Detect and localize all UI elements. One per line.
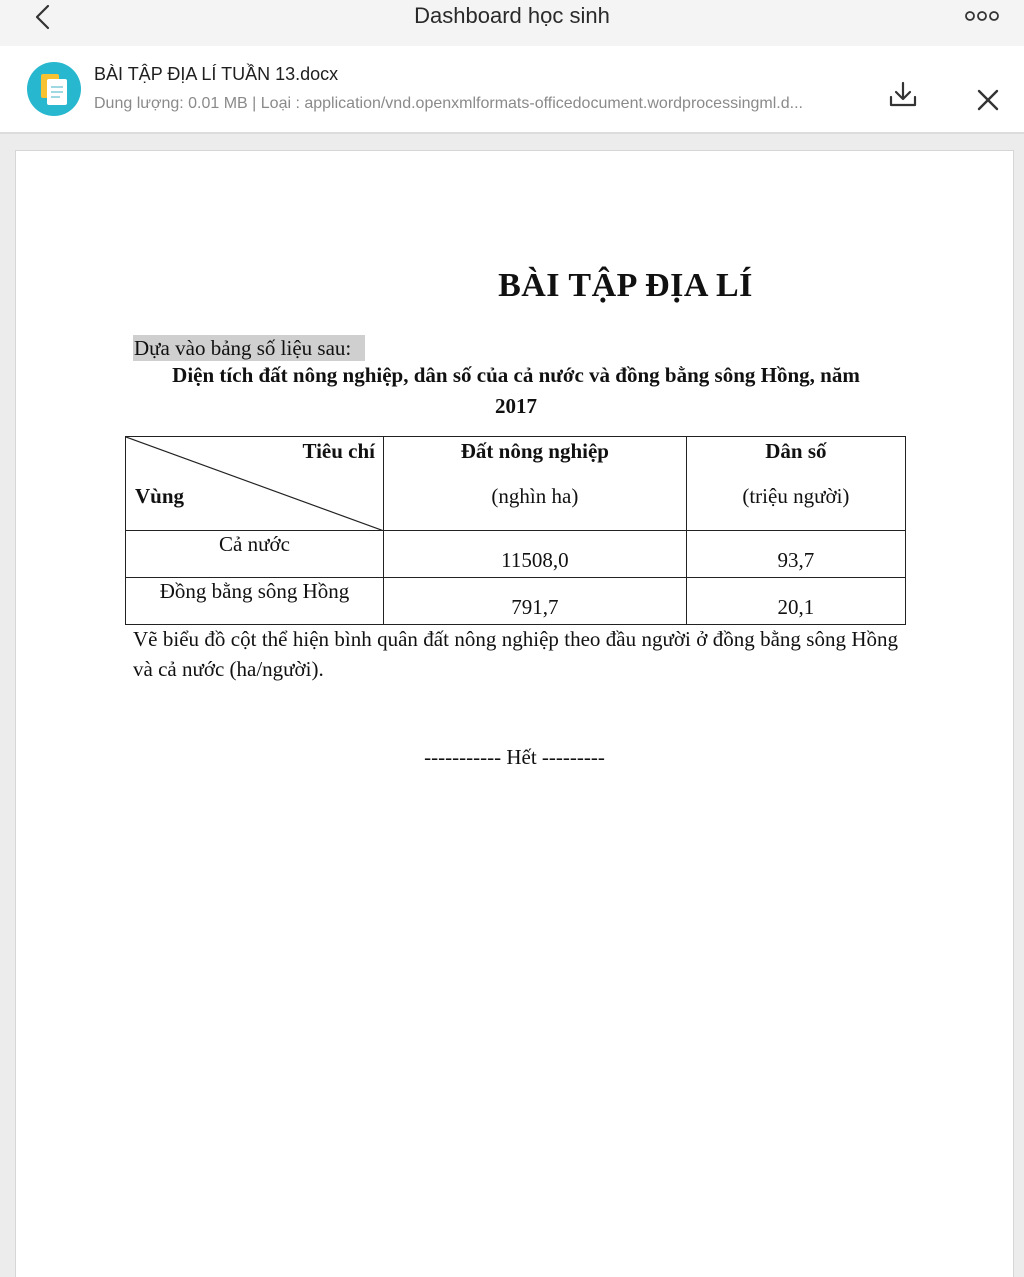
- column-header-label: Dân số: [765, 439, 827, 463]
- table-corner-cell: [126, 437, 384, 531]
- region-label: Vùng: [135, 484, 185, 508]
- value-cell: 791,7: [384, 578, 687, 625]
- caption-line-1: Diện tích đất nông nghiệp, dân số của cả nước và đồng bằng sông Hồng, năm: [172, 363, 860, 387]
- close-icon: [974, 86, 1002, 114]
- close-button[interactable]: [974, 86, 1002, 114]
- more-options-button[interactable]: [962, 6, 1002, 26]
- document-page: [15, 150, 1014, 1277]
- data-table: [125, 436, 906, 625]
- more-dots-icon: [962, 6, 1002, 26]
- value-cell: 93,7: [686, 531, 905, 578]
- task-text: Vẽ biểu đồ cột thể hiện bình quân đất nông nghiệp theo đầu người ở đồng bằng sông Hồng và cả nước (ha/người).: [133, 627, 898, 681]
- top-navigation-bar: [0, 0, 1024, 46]
- end-marker: ----------- Hết ---------: [424, 745, 605, 769]
- intro-text: Dựa vào bảng số liệu sau:: [133, 335, 365, 361]
- document-icon: [27, 62, 81, 116]
- table-row: [126, 531, 906, 578]
- file-name: BÀI TẬP ĐỊA LÍ TUẦN 13.docx: [94, 64, 339, 84]
- download-icon: [886, 80, 920, 110]
- value-cell: 20,1: [686, 578, 905, 625]
- column-header: [384, 437, 687, 531]
- column-header-unit: (triệu người): [742, 484, 850, 508]
- criteria-label: Tiêu chí: [302, 439, 375, 463]
- value-cell: 11508,0: [384, 531, 687, 578]
- column-header-unit: (nghìn ha): [491, 484, 579, 508]
- column-header-label: Đất nông nghiệp: [460, 439, 609, 463]
- download-button[interactable]: [886, 80, 920, 110]
- table-caption: [121, 360, 911, 422]
- table-header-row: [126, 437, 906, 531]
- page-title: Dashboard học sinh: [414, 3, 610, 28]
- document-viewer[interactable]: [0, 134, 1024, 1277]
- column-header: [686, 437, 905, 531]
- file-info-bar: [0, 46, 1024, 134]
- region-cell: Đồng bằng sông Hồng: [126, 578, 384, 625]
- region-cell: Cả nước: [126, 531, 384, 578]
- table-row: [126, 578, 906, 625]
- file-meta: Dung lượng: 0.01 MB | Loại : application/vnd.openxmlformats-officedocument.wordprocessingml.d...: [94, 95, 803, 112]
- caption-line-2: 2017: [495, 394, 537, 418]
- document-title: BÀI TẬP ĐỊA LÍ: [498, 267, 753, 304]
